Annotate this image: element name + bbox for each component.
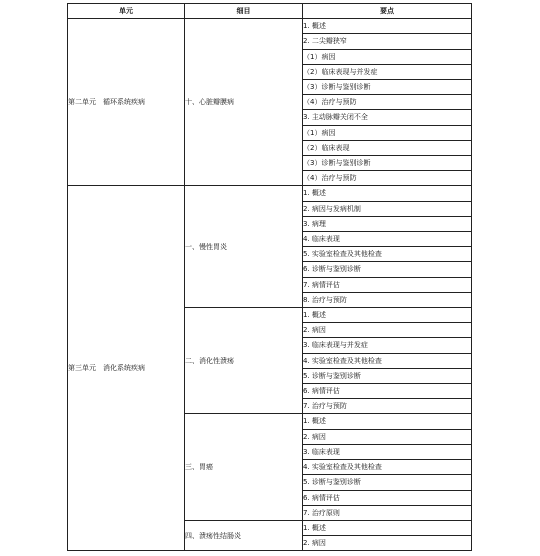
syllabus-table — [67, 3, 472, 551]
point-cell: 6. 病情评估 — [303, 490, 472, 505]
point-cell: 3. 临床表现与并发症 — [303, 338, 472, 353]
topic-cell: 三、胃癌 — [185, 414, 303, 520]
point-cell: 5. 诊断与鉴别诊断 — [303, 475, 472, 490]
topic-cell: 二、消化性溃疡 — [185, 308, 303, 414]
point-cell: 6. 病情评估 — [303, 384, 472, 399]
point-cell: 4. 实验室检查及其他检查 — [303, 460, 472, 475]
point-cell: 5. 诊断与鉴别诊断 — [303, 368, 472, 383]
point-cell: （3）诊断与鉴别诊断 — [303, 156, 472, 171]
header-unit: 单元 — [68, 4, 185, 19]
unit-cell: 第三单元 消化系统疾病 — [68, 186, 185, 551]
point-cell: 6. 诊断与鉴别诊断 — [303, 262, 472, 277]
point-cell: 1. 概述 — [303, 308, 472, 323]
point-cell: 2. 病因 — [303, 323, 472, 338]
topic-cell: 一、慢性胃炎 — [185, 186, 303, 308]
point-cell: 1. 概述 — [303, 414, 472, 429]
point-cell: 7. 病情评估 — [303, 277, 472, 292]
point-cell: （4）治疗与预防 — [303, 171, 472, 186]
unit-cell: 第二单元 循环系统疾病 — [68, 19, 185, 186]
header-points: 要点 — [303, 4, 472, 19]
header-topic: 细目 — [185, 4, 303, 19]
point-cell: （3）诊断与鉴别诊断 — [303, 80, 472, 95]
header-row — [68, 4, 472, 19]
table-row — [68, 19, 472, 34]
point-cell: 3. 主动脉瓣关闭不全 — [303, 110, 472, 125]
point-cell: 7. 治疗原则 — [303, 505, 472, 520]
point-cell: 5. 实验室检查及其他检查 — [303, 247, 472, 262]
point-cell: 2. 二尖瓣狭窄 — [303, 34, 472, 49]
point-cell: （2）临床表现 — [303, 140, 472, 155]
point-cell: 3. 病理 — [303, 216, 472, 231]
point-cell: 7. 治疗与预防 — [303, 399, 472, 414]
point-cell: 1. 概述 — [303, 186, 472, 201]
table-body — [68, 19, 472, 551]
point-cell: 4. 实验室检查及其他检查 — [303, 353, 472, 368]
point-cell: （2）临床表现与并发症 — [303, 64, 472, 79]
point-cell: 2. 病因 — [303, 536, 472, 551]
topic-cell: 四、溃疡性结肠炎 — [185, 520, 303, 550]
point-cell: （1）病因 — [303, 49, 472, 64]
point-cell: 1. 概述 — [303, 520, 472, 535]
point-cell: 8. 治疗与预防 — [303, 292, 472, 307]
point-cell: 2. 病因与发病机制 — [303, 201, 472, 216]
point-cell: 1. 概述 — [303, 19, 472, 34]
point-cell: 4. 临床表现 — [303, 232, 472, 247]
table-header — [68, 4, 472, 19]
point-cell: （1）病因 — [303, 125, 472, 140]
topic-cell: 十、心脏瓣膜病 — [185, 19, 303, 186]
point-cell: （4）治疗与预防 — [303, 95, 472, 110]
point-cell: 3. 临床表现 — [303, 444, 472, 459]
point-cell: 2. 病因 — [303, 429, 472, 444]
table-row — [68, 186, 472, 201]
